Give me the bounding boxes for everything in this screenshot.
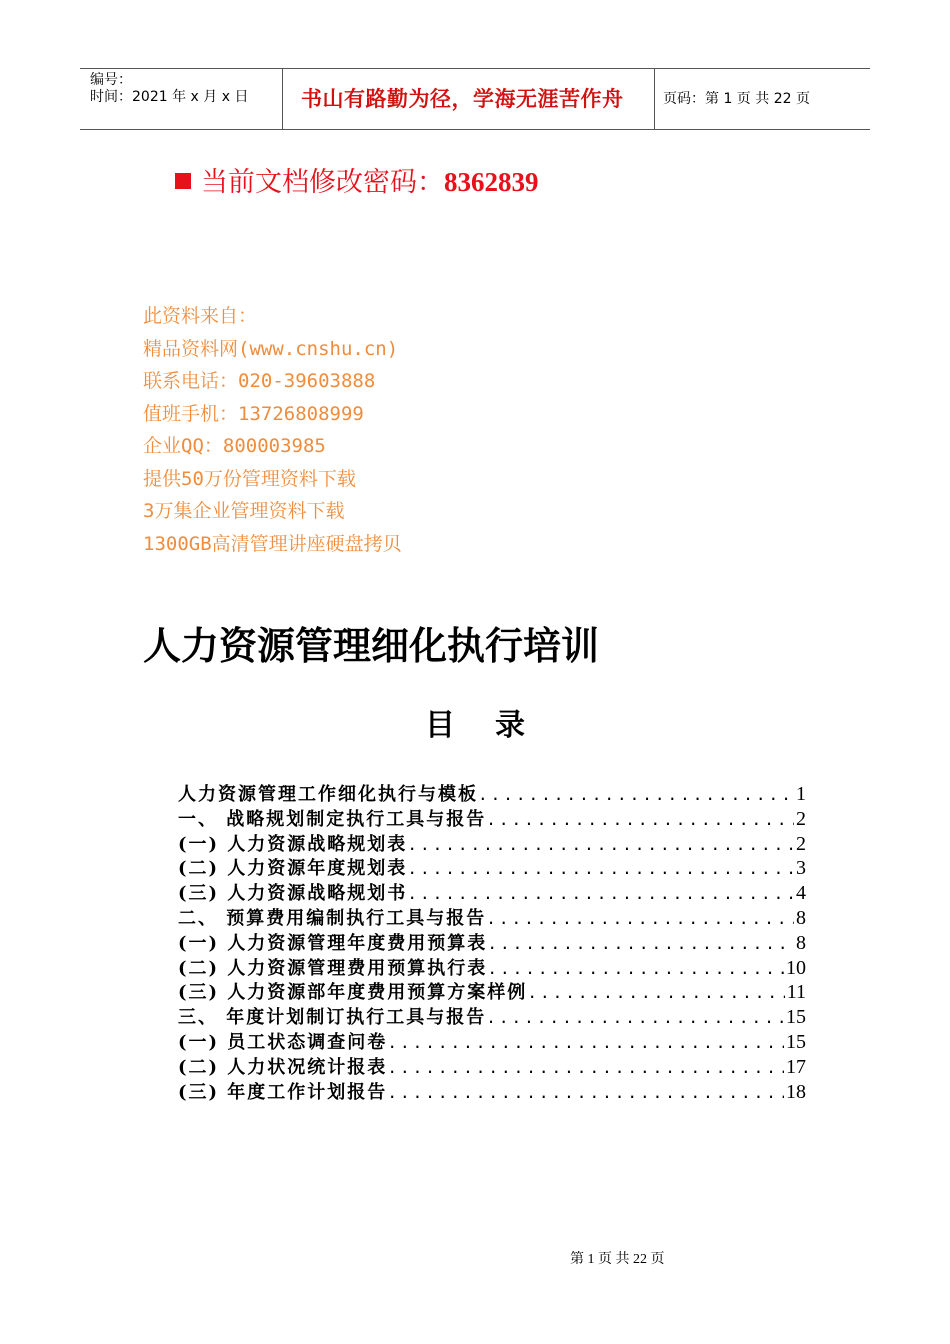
table-of-contents (178, 782, 806, 1104)
toc-leader (486, 907, 794, 932)
toc-entry-page: 15 (786, 1006, 806, 1029)
toc-entry-label: (三) 人力资源战略规划书 (178, 883, 408, 905)
toc-entry-page: 2 (796, 832, 806, 855)
toc-entry[interactable] (178, 832, 806, 857)
toc-leader (486, 808, 794, 833)
toc-entry[interactable] (178, 1030, 806, 1055)
password-label: 当前文档修改密码： (201, 167, 444, 198)
header-motto: 书山有路勤为径，学海无涯苦作舟 (301, 87, 624, 111)
source-line: 值班手机：13726808999 (143, 402, 364, 425)
toc-leader (478, 783, 794, 808)
toc-entry[interactable] (178, 1055, 806, 1080)
source-info (143, 300, 402, 560)
toc-entry-label: 一、 战略规划制定执行工具与报告 (178, 808, 487, 830)
toc-entry-label: 人力资源管理工作细化执行与模板 (178, 784, 478, 805)
source-line: 企业QQ：800003985 (143, 435, 326, 457)
toc-entry-page: 8 (796, 906, 806, 929)
toc-entry-label: 二、 预算费用编制执行工具与报告 (178, 907, 487, 929)
toc-entry-page: 1 (796, 783, 806, 805)
source-line: 3万集企业管理资料下载 (143, 500, 345, 522)
toc-leader (527, 981, 784, 1006)
header-page-info: 页码：第 1 页 共 22 页 (663, 91, 810, 107)
toc-entry[interactable] (178, 931, 806, 956)
toc-leader (487, 932, 794, 957)
toc-entry-page: 18 (786, 1080, 806, 1103)
page-header (80, 68, 870, 130)
toc-entry-page: 3 (796, 857, 806, 880)
source-line: 提供50万份管理资料下载 (143, 467, 356, 490)
toc-entry-label: 三、 年度计划制订执行工具与报告 (178, 1007, 487, 1029)
toc-leader (387, 1031, 784, 1056)
toc-entry[interactable] (178, 1005, 806, 1030)
toc-entry-page: 15 (786, 1030, 806, 1053)
page-footer: 第 1 页 共 22 页 (570, 1252, 665, 1267)
toc-leader (407, 833, 794, 858)
toc-entry-label: (一) 人力资源管理年度费用预算表 (178, 932, 488, 954)
password-notice (175, 160, 539, 199)
toc-entry-page: 17 (786, 1055, 806, 1078)
password-code: 8362839 (444, 167, 539, 197)
toc-entry[interactable] (178, 856, 806, 881)
toc-entry-label: (二) 人力资源年度规划表 (178, 858, 408, 880)
source-line: 精品资料网(www.cnshu.cn) (143, 337, 399, 360)
source-line: 此资料来自： (143, 305, 258, 327)
toc-heading: 目录 (425, 708, 565, 743)
toc-entry-label: (一) 员工状态调查问卷 (178, 1031, 388, 1053)
toc-entry-page: 8 (796, 931, 806, 954)
toc-leader (407, 857, 794, 882)
toc-entry-page: 10 (786, 956, 806, 979)
toc-leader (486, 1006, 784, 1031)
toc-entry[interactable] (178, 782, 806, 807)
toc-entry[interactable] (178, 807, 806, 832)
toc-entry[interactable] (178, 906, 806, 931)
toc-entry-label: (二) 人力状况统计报表 (178, 1056, 388, 1078)
toc-entry[interactable] (178, 980, 806, 1005)
toc-entry[interactable] (178, 881, 806, 906)
header-motto-cell (282, 69, 655, 129)
toc-entry[interactable] (178, 956, 806, 981)
source-line: 1300GB高清管理讲座硬盘拷贝 (143, 532, 402, 555)
toc-entry-label: (二) 人力资源管理费用预算执行表 (178, 957, 488, 979)
toc-entry[interactable] (178, 1080, 806, 1105)
toc-leader (387, 1056, 784, 1081)
document-time-label: 时间：2021 年 x 月 x 日 (90, 89, 249, 105)
toc-entry-page: 2 (796, 807, 806, 830)
toc-entry-label: (三) 年度工作计划报告 (178, 1081, 388, 1103)
toc-entry-label: (三) 人力资源部年度费用预算方案样例 (178, 982, 528, 1004)
source-line: 联系电话：020-39603888 (143, 370, 376, 392)
toc-entry-page: 4 (796, 882, 806, 905)
toc-entry-page: 11 (786, 981, 806, 1004)
document-number-label: 编号： (90, 72, 132, 88)
square-bullet-icon (175, 173, 191, 189)
document-title: 人力资源管理细化执行培训 (143, 624, 600, 668)
toc-leader (407, 882, 794, 907)
toc-leader (487, 957, 784, 982)
header-meta (80, 69, 282, 129)
toc-leader (387, 1081, 784, 1106)
toc-entry-label: (一) 人力资源战略规划表 (178, 833, 408, 855)
